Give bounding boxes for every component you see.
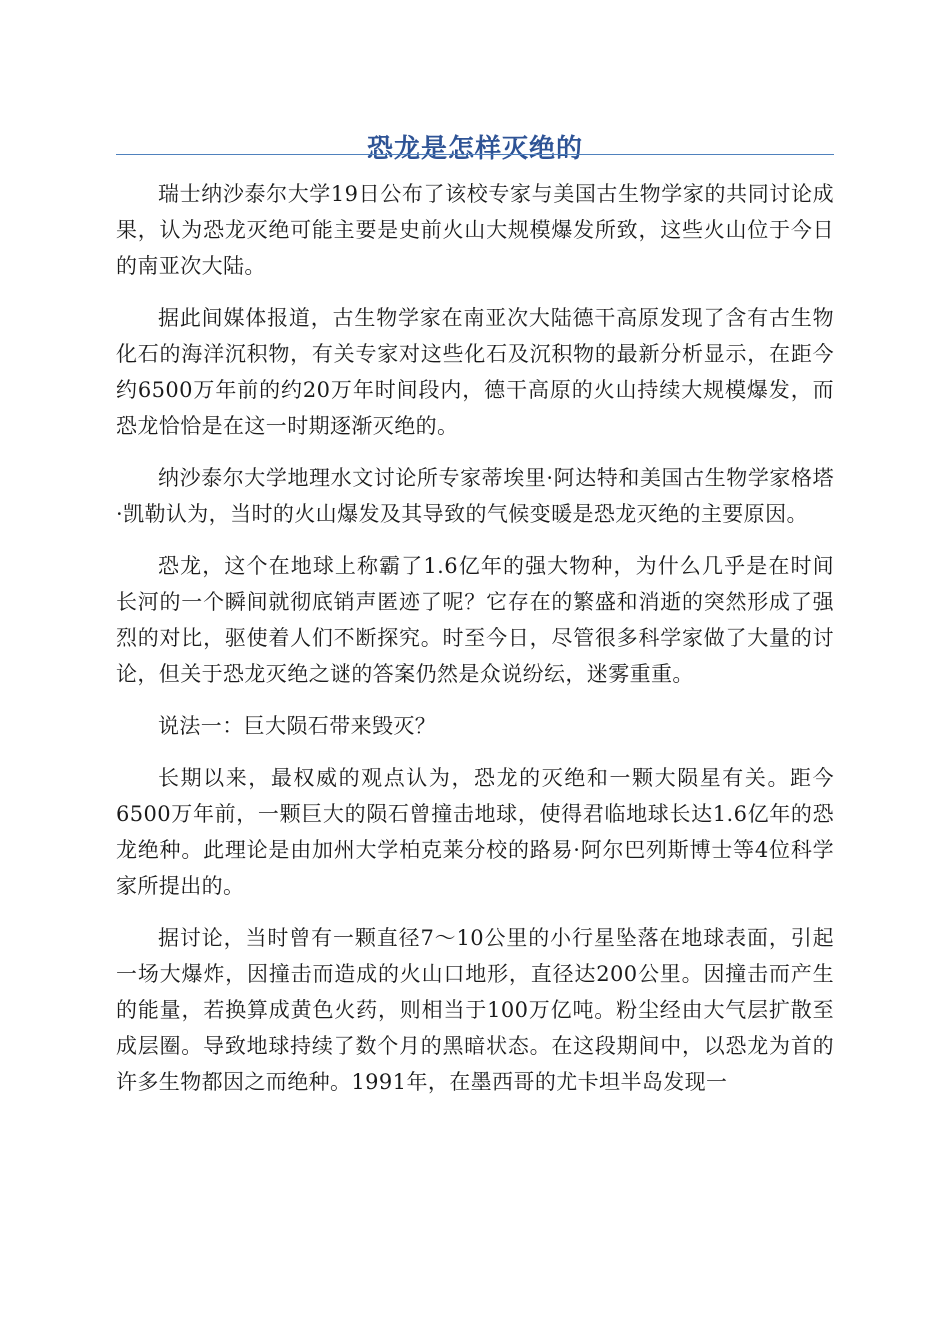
page-title: 恐龙是怎样灭绝的 <box>366 134 583 165</box>
article-body <box>116 176 834 1116</box>
title-underline <box>116 154 834 155</box>
section-heading-theory-one: 说法一：巨大陨石带来毁灭？ <box>158 714 437 738</box>
paragraph-3: 纳沙泰尔大学地理水文讨论所专家蒂埃里·阿达特和美国古生物学家格塔·凯勒认为，当时的火山爆发及其导致的气候变暖是恐龙灭绝的主要原因。 <box>116 466 834 526</box>
paragraph-6: 长期以来，最权威的观点认为，恐龙的灭绝和一颗大陨星有关。距今6500万年前，一颗巨大的陨石曾撞击地球，使得君临地球长达1.6亿年的恐龙绝种。此理论是由加州大学柏克莱分校的路易·阿尔巴列斯博士等4位科学家所提出的。 <box>116 766 834 898</box>
paragraph-1: 瑞士纳沙泰尔大学19日公布了该校专家与美国古生物学家的共同讨论成果，认为恐龙灭绝可能主要是史前火山大规模爆发所致，这些火山位于今日的南亚次大陆。 <box>116 182 834 278</box>
paragraph-4: 恐龙，这个在地球上称霸了1.6亿年的强大物种，为什么几乎是在时间长河的一个瞬间就彻底销声匿迹了呢？它存在的繁盛和消逝的突然形成了强烈的对比，驱使着人们不断探究。时至今日，尽管很多科学家做了大量的讨论，但关于恐龙灭绝之谜的答案仍然是众说纷纭，迷雾重重。 <box>116 554 834 686</box>
paragraph-2: 据此间媒体报道，古生物学家在南亚次大陆德干高原发现了含有古生物化石的海洋沉积物，有关专家对这些化石及沉积物的最新分析显示，在距今约6500万年前的约20万年时间段内，德干高原的火山持续大规模爆发，而恐龙恰恰是在这一时期逐渐灭绝的。 <box>116 306 834 438</box>
paragraph-7: 据讨论，当时曾有一颗直径7～10公里的小行星坠落在地球表面，引起一场大爆炸，因撞击而造成的火山口地形，直径达200公里。因撞击而产生的能量，若换算成黄色火药，则相当于100万亿吨。粉尘经由大气层扩散至成层圈。导致地球持续了数个月的黑暗状态。在这段期间中，以恐龙为首的许多生物都因之而绝种。1991年，在墨西哥的尤卡坦半岛发现一 <box>116 926 834 1094</box>
